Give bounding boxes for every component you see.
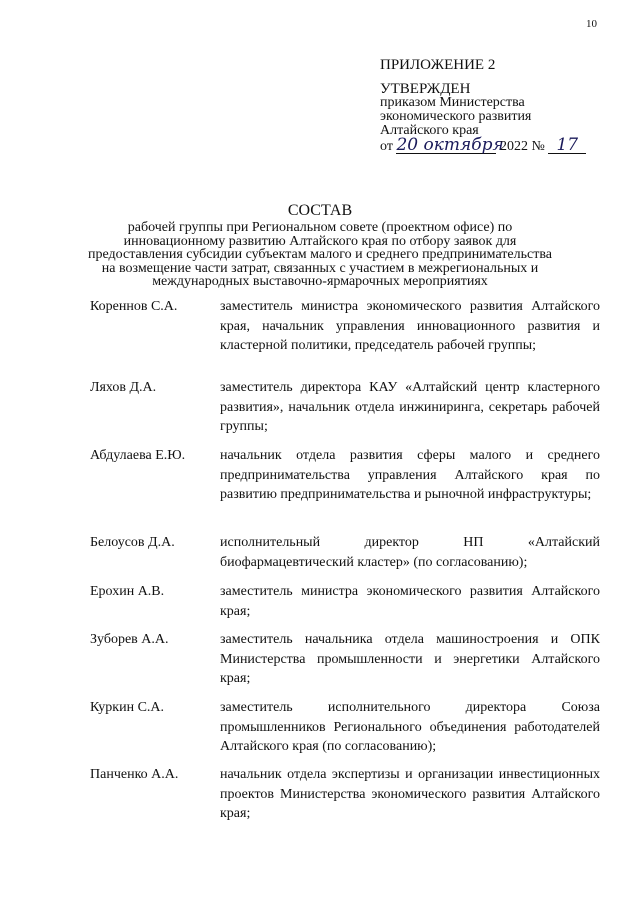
title-line-5: международных выставочно-ярмарочных мероприятиях xyxy=(152,274,488,290)
number-sign: № xyxy=(531,139,545,154)
title-heading: СОСТАВ xyxy=(287,202,353,219)
member-name: Куркин С.А. xyxy=(90,700,165,715)
member-role: заместитель директора КАУ «Алтайский центр кластерного развития», начальник отдела инжиниринга, секретарь рабочей группы; xyxy=(220,380,600,434)
title-line-3: предоставления субсидии субъектам малого и среднего предпринимательства xyxy=(88,247,552,263)
title-line-1: рабочей группы при Региональном совете (проектном офисе) по xyxy=(127,220,513,235)
member-name: Кореннов С.А. xyxy=(90,299,178,314)
handwritten-date: 20 октября xyxy=(396,135,504,155)
approval-block xyxy=(380,58,620,156)
approval-line-3: Алтайского края xyxy=(380,123,479,138)
title-line-2: инновационному развитию Алтайского края по отбору заявок для xyxy=(123,233,517,249)
member-role: заместитель начальника отдела машиностроения и ОПК Министерства промышленности и энергетики Алтайского края; xyxy=(220,632,600,686)
order-year: 2022 xyxy=(499,139,528,154)
member-role: заместитель исполнительного директора Союза промышленников Регионального объединения работодателей Алтайского края (по согласованию); xyxy=(220,700,600,754)
approval-line-2: экономического развития xyxy=(380,109,532,124)
member-name: Белоусов Д.А. xyxy=(90,535,175,550)
handwritten-number: 17 xyxy=(548,138,586,154)
title-line-4: на возмещение части затрат, связанных с участием в межрегиональных и xyxy=(101,260,539,276)
page-number: 10 xyxy=(586,18,597,30)
member-name: Панченко А.А. xyxy=(90,767,179,782)
member-role: исполнительный директор НП «Алтайский биофармацевтический кластер» (по согласованию); xyxy=(220,535,600,570)
from-label: от xyxy=(380,139,393,154)
document-title xyxy=(80,203,560,289)
order-line xyxy=(380,135,620,156)
annex-label: ПРИЛОЖЕНИЕ 2 xyxy=(380,57,496,73)
member-name: Ерохин А.В. xyxy=(90,584,165,599)
member-role: заместитель министра экономического развития Алтайского края; xyxy=(220,584,600,619)
member-name: Ляхов Д.А. xyxy=(90,380,157,395)
member-role: начальник отдела развития сферы малого и среднего предпринимательства управления Алтайского края по развитию предпринимательства и рыночной инфраструктуры; xyxy=(220,448,600,502)
member-role: начальник отдела экспертизы и организации инвестиционных проектов Министерства экономического развития Алтайского края; xyxy=(220,767,600,821)
member-name: Зуборев А.А. xyxy=(90,632,169,647)
approval-line-1: приказом Министерства xyxy=(380,95,525,110)
member-role: заместитель министра экономического развития Алтайского края, начальник управления инновационного развития и кластерной политики, председатель рабочей группы; xyxy=(220,299,600,353)
member-name: Абдулаева Е.Ю. xyxy=(90,448,186,463)
approved-label: УТВЕРЖДЕН xyxy=(380,81,471,97)
